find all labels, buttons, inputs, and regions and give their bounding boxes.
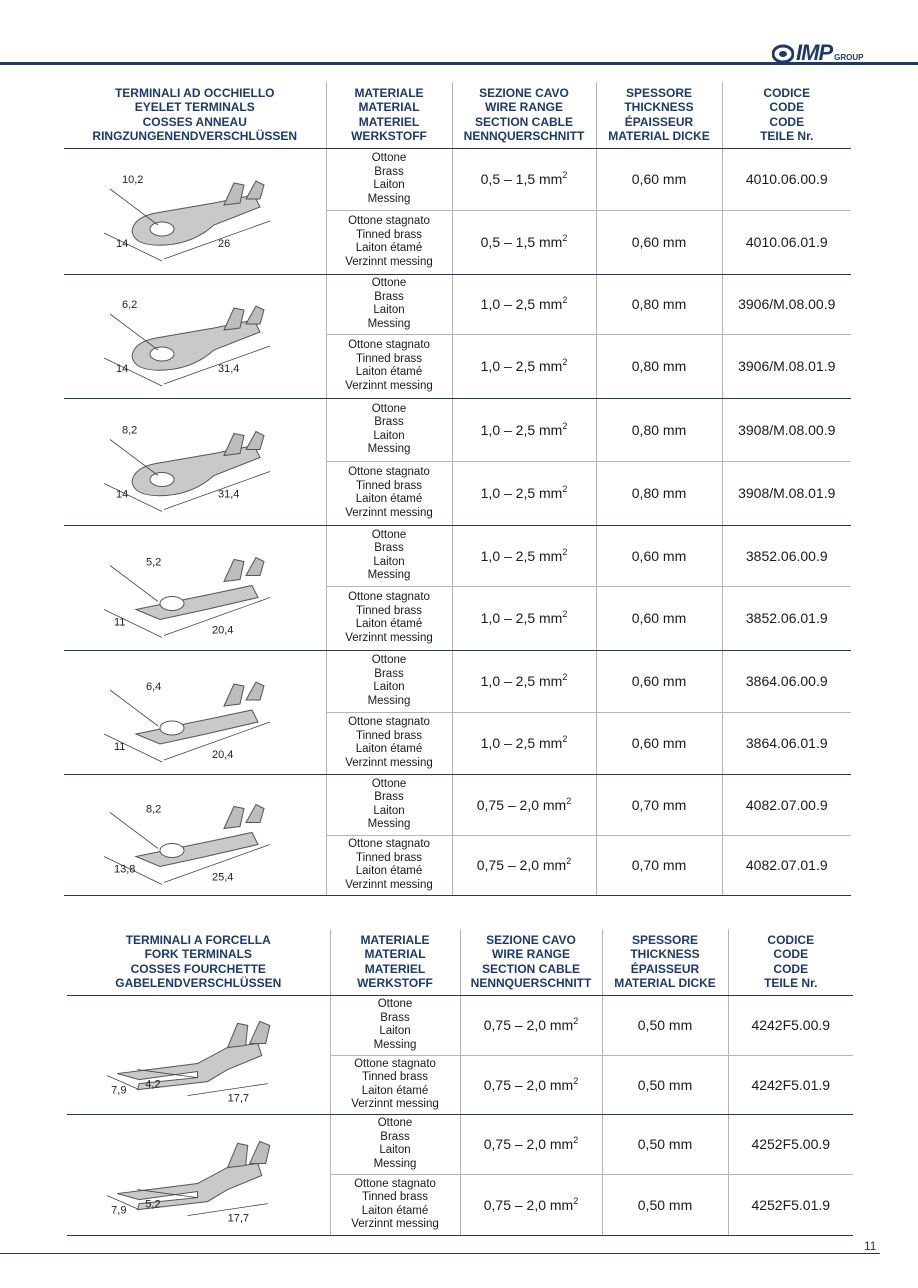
product-drawing-cell — [64, 650, 326, 774]
svg-text:11: 11 — [114, 741, 126, 753]
thickness-cell: 0,50 mm — [602, 1114, 728, 1174]
material-cell: Ottone stagnato Tinned brass Laiton étamé Verzinnt messing — [330, 1055, 460, 1114]
svg-text:6,4: 6,4 — [146, 681, 162, 693]
code-cell: 4010.06.01.9 — [722, 210, 851, 274]
eyelet-terminal-drawing — [64, 275, 326, 397]
svg-text:25,4: 25,4 — [212, 871, 234, 884]
wire-range-cell: 1,0 – 2,5 $mm^2$ — [452, 461, 596, 525]
svg-text:14: 14 — [116, 488, 129, 501]
wire-range-cell: 0,75 – 2,0 $mm^2$ — [460, 1174, 602, 1235]
thickness-cell: 0,50 mm — [602, 995, 728, 1055]
thickness-cell: 0,60 mm — [596, 210, 722, 274]
svg-text:20,4: 20,4 — [212, 749, 234, 761]
thickness-cell: 0,60 mm — [596, 148, 722, 210]
wire-range-cell: 0,5 – 1,5 $mm^2$ — [452, 210, 596, 274]
code-cell: 3852.06.00.9 — [722, 525, 851, 586]
product-drawing-cell — [67, 1114, 330, 1235]
wire-range-cell: 1,0 – 2,5 $mm^2$ — [452, 274, 596, 334]
svg-text:5,2: 5,2 — [145, 1198, 161, 1211]
eyelet-terminal-drawing — [64, 651, 326, 773]
product-drawing-cell — [67, 995, 330, 1114]
svg-text:4,2: 4,2 — [145, 1078, 161, 1091]
material-cell: Ottone stagnato Tinned brass Laiton étamé Verzinnt messing — [326, 210, 452, 274]
table-row — [64, 774, 851, 835]
table-row — [67, 995, 853, 1055]
header-wire-range: SEZIONE CAVO WIRE RANGE SECTION CABLE NENNQUERSCHNITT — [460, 929, 602, 995]
thickness-cell: 0,80 mm — [596, 461, 722, 525]
wire-range-cell: 0,75 – 2,0 $mm^2$ — [452, 774, 596, 835]
table-row — [64, 148, 851, 210]
code-cell: 3906/M.08.00.9 — [722, 274, 851, 334]
eyelet-terminal-drawing — [64, 399, 326, 524]
svg-text:31,4: 31,4 — [218, 488, 240, 501]
code-cell: 3906/M.08.01.9 — [722, 334, 851, 398]
eyelet-terminal-drawing — [64, 526, 326, 649]
thickness-cell: 0,80 mm — [596, 274, 722, 334]
table-row — [67, 1114, 853, 1174]
thickness-cell: 0,70 mm — [596, 774, 722, 835]
svg-text:20,4: 20,4 — [212, 624, 234, 637]
thickness-cell: 0,60 mm — [596, 650, 722, 712]
code-cell: 3908/M.08.01.9 — [722, 461, 851, 525]
header-code: CODICE CODE CODE TEILE Nr. — [728, 929, 853, 995]
product-drawing-cell — [64, 525, 326, 650]
wire-range-cell: 0,75 – 2,0 $mm^2$ — [460, 1055, 602, 1114]
table-header-row — [67, 929, 853, 995]
svg-text:8,2: 8,2 — [146, 803, 162, 816]
svg-text:13,8: 13,8 — [114, 863, 136, 876]
eyelet-terminal-drawing — [64, 775, 326, 894]
svg-text:26: 26 — [218, 238, 231, 250]
code-cell: 4252F5.00.9 — [728, 1114, 853, 1174]
code-cell: 4242F5.01.9 — [728, 1055, 853, 1114]
table-row — [64, 274, 851, 334]
material-cell: Ottone Brass Laiton Messing — [330, 995, 460, 1055]
product-drawing-cell — [64, 148, 326, 274]
wire-range-cell: 1,0 – 2,5 $mm^2$ — [452, 525, 596, 586]
table-row — [64, 398, 851, 461]
wire-range-cell: 1,0 – 2,5 $mm^2$ — [452, 334, 596, 398]
eyelet-terminals-table — [64, 82, 851, 896]
svg-text:8,2: 8,2 — [122, 424, 138, 437]
svg-text:7,9: 7,9 — [111, 1204, 127, 1217]
svg-text:14: 14 — [116, 238, 129, 250]
material-cell: Ottone stagnato Tinned brass Laiton étamé Verzinnt messing — [330, 1174, 460, 1235]
material-cell: Ottone stagnato Tinned brass Laiton étamé Verzinnt messing — [326, 586, 452, 650]
material-cell: Ottone stagnato Tinned brass Laiton étamé Verzinnt messing — [326, 334, 452, 398]
table-header-row — [64, 82, 851, 148]
svg-text:10,2: 10,2 — [122, 174, 144, 186]
logo-text: IMP — [796, 40, 833, 65]
thickness-cell: 0,60 mm — [596, 586, 722, 650]
eyelet-terminal-drawing — [64, 149, 326, 273]
material-cell: Ottone Brass Laiton Messing — [326, 274, 452, 334]
svg-text:6,2: 6,2 — [122, 299, 138, 311]
product-drawing-cell — [64, 774, 326, 895]
header-material: MATERIALE MATERIAL MATERIEL WERKSTOFF — [326, 82, 452, 148]
code-cell: 3864.06.00.9 — [722, 650, 851, 712]
code-cell: 3852.06.01.9 — [722, 586, 851, 650]
footer-rule — [0, 1253, 880, 1254]
wire-range-cell: 0,75 – 2,0 $mm^2$ — [460, 995, 602, 1055]
header-thickness: SPESSORE THICKNESS ÉPAISSEUR MATERIAL DICKE — [602, 929, 728, 995]
material-cell: Ottone stagnato Tinned brass Laiton étamé Verzinnt messing — [326, 835, 452, 895]
thickness-cell: 0,60 mm — [596, 712, 722, 774]
svg-text:11: 11 — [114, 616, 126, 629]
fork-terminal-drawing — [67, 1115, 330, 1234]
material-cell: Ottone stagnato Tinned brass Laiton étamé Verzinnt messing — [326, 712, 452, 774]
logo-mark-icon — [772, 44, 794, 64]
svg-text:17,7: 17,7 — [227, 1092, 250, 1105]
code-cell: 4252F5.01.9 — [728, 1174, 853, 1235]
wire-range-cell: 0,5 – 1,5 $mm^2$ — [452, 148, 596, 210]
imp-group-logo — [772, 38, 863, 64]
header-wire-range: SEZIONE CAVO WIRE RANGE SECTION CABLE NENNQUERSCHNITT — [452, 82, 596, 148]
thickness-cell: 0,80 mm — [596, 334, 722, 398]
material-cell: Ottone Brass Laiton Messing — [330, 1114, 460, 1174]
fork-terminal-drawing — [67, 996, 330, 1113]
wire-range-cell: 1,0 – 2,5 $mm^2$ — [452, 650, 596, 712]
svg-text:17,7: 17,7 — [227, 1212, 250, 1225]
material-cell: Ottone Brass Laiton Messing — [326, 148, 452, 210]
wire-range-cell: 0,75 – 2,0 $mm^2$ — [452, 835, 596, 895]
table-row — [64, 525, 851, 586]
table-row — [64, 650, 851, 712]
svg-text:7,9: 7,9 — [111, 1084, 127, 1097]
header-thickness: SPESSORE THICKNESS ÉPAISSEUR MATERIAL DICKE — [596, 82, 722, 148]
svg-text:5,2: 5,2 — [146, 556, 162, 569]
header-product-type: TERMINALI AD OCCHIELLO EYELET TERMINALS COSSES ANNEAU RINGZUNGENENDVERSCHLÜSSEN — [64, 82, 326, 148]
logo-suffix: GROUP — [834, 53, 864, 62]
header-code: CODICE CODE CODE TEILE Nr. — [722, 82, 851, 148]
thickness-cell: 0,50 mm — [602, 1174, 728, 1235]
fork-terminals-table — [67, 929, 853, 1236]
wire-range-cell: 1,0 – 2,5 $mm^2$ — [452, 398, 596, 461]
header-material: MATERIALE MATERIAL MATERIEL WERKSTOFF — [330, 929, 460, 995]
thickness-cell: 0,80 mm — [596, 398, 722, 461]
wire-range-cell: 1,0 – 2,5 $mm^2$ — [452, 586, 596, 650]
thickness-cell: 0,60 mm — [596, 525, 722, 586]
svg-text:14: 14 — [116, 363, 129, 375]
svg-text:31,4: 31,4 — [218, 363, 240, 375]
material-cell: Ottone Brass Laiton Messing — [326, 650, 452, 712]
material-cell: Ottone Brass Laiton Messing — [326, 525, 452, 586]
header-product-type: TERMINALI A FORCELLA FORK TERMINALS COSSES FOURCHETTE GABELENDVERSCHLÜSSEN — [67, 929, 330, 995]
material-cell: Ottone Brass Laiton Messing — [326, 398, 452, 461]
code-cell: 4010.06.00.9 — [722, 148, 851, 210]
product-drawing-cell — [64, 398, 326, 525]
product-drawing-cell — [64, 274, 326, 398]
wire-range-cell: 1,0 – 2,5 $mm^2$ — [452, 712, 596, 774]
code-cell: 3908/M.08.00.9 — [722, 398, 851, 461]
page-number: 11 — [864, 1239, 877, 1253]
thickness-cell: 0,70 mm — [596, 835, 722, 895]
code-cell: 4242F5.00.9 — [728, 995, 853, 1055]
code-cell: 4082.07.01.9 — [722, 835, 851, 895]
code-cell: 4082.07.00.9 — [722, 774, 851, 835]
material-cell: Ottone Brass Laiton Messing — [326, 774, 452, 835]
code-cell: 3864.06.01.9 — [722, 712, 851, 774]
wire-range-cell: 0,75 – 2,0 $mm^2$ — [460, 1114, 602, 1174]
material-cell: Ottone stagnato Tinned brass Laiton étamé Verzinnt messing — [326, 461, 452, 525]
thickness-cell: 0,50 mm — [602, 1055, 728, 1114]
